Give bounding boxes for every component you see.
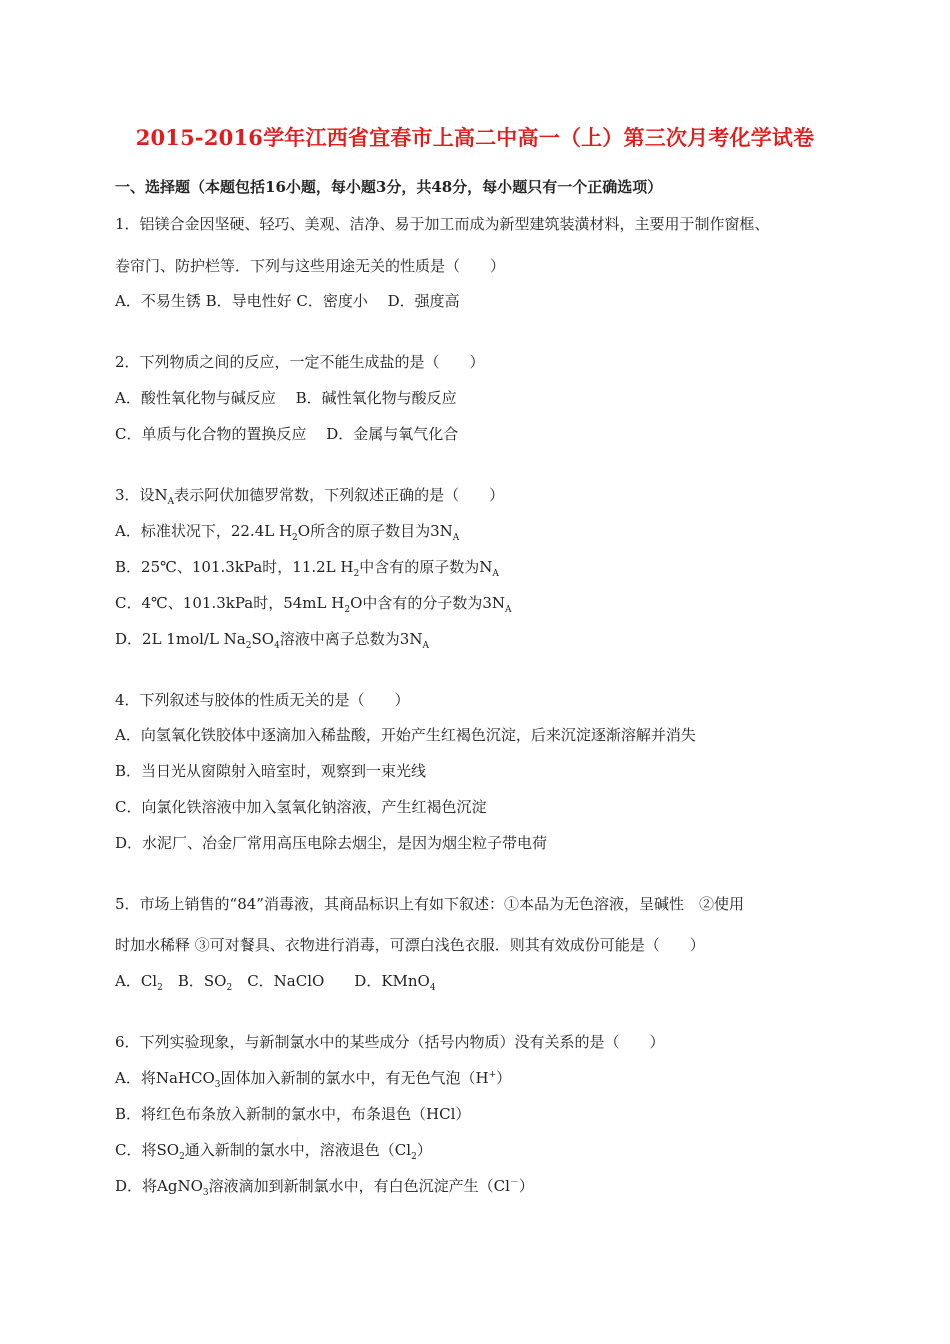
q6-option-d: D．将AgNO$_3$溶液滴加到新制氯水中，有白色沉淀产生（Cl－）	[115, 1177, 534, 1198]
exam-title: 2015-2016学年江西省宜春市上高二中高一（上）第三次月考化学试卷	[135, 125, 815, 150]
q2-stem: 2．下列物质之间的反应，一定不能生成盐的是（ ）	[115, 353, 485, 371]
q6-option-b: B．将红色布条放入新制的氯水中，布条退色（HCl）	[115, 1105, 471, 1123]
q4-option-d: D．水泥厂、冶金厂常用高压电除去烟尘，是因为烟尘粒子带电荷	[115, 834, 548, 852]
q6-stem: 6．下列实验现象，与新制氯水中的某些成分（括号内物质）没有关系的是（ ）	[115, 1033, 665, 1051]
q3-option-b: B．25℃、101.3kPa时，11.2L $H_2$中含有的原子数为$N_A$	[115, 558, 499, 579]
q1-options: A．不易生锈 B．导电性好 C．密度小 D．强度高	[115, 292, 460, 310]
q3-option-c: C．4℃、101.3kPa时，54mL $H_2O$中含有的分子数为$3N_A$	[115, 594, 512, 615]
q1-stem-line1: 1．铝镁合金因坚硬、轻巧、美观、洁净、易于加工而成为新型建筑装潢材料，主要用于制作窗框、	[115, 215, 770, 233]
q3-stem: 3．设$N_A$表示阿伏加德罗常数，下列叙述正确的是（ ）	[115, 486, 505, 507]
q5-options: A．$Cl_2$ B．$SO_2$ C．NaClO D．KMnO$_4$	[115, 972, 436, 993]
q6-option-c: C．将$SO_2$通入新制的氯水中，溶液退色$(Cl_2)$	[115, 1141, 432, 1162]
q3-option-a: A．标准状况下，22.4L $H_2O$所含的原子数目为$3N_A$	[115, 522, 460, 543]
q4-option-b: B．当日光从窗隙射入暗室时，观察到一束光线	[115, 762, 427, 780]
q5-stem-line1: 5．市场上销售的“84”消毒液，其商品标识上有如下叙述：①本品为无色溶液，呈碱性 ②使用	[115, 895, 744, 913]
q6-option-a: A．将NaHCO$_3$固体加入新制的氯水中，有无色气泡（H+）	[115, 1069, 512, 1090]
q5-stem-line2: 时加水稀释 ③可对餐具、衣物进行消毒，可漂白浅色衣服．则其有效成份可能是（ ）	[115, 936, 705, 954]
q4-option-c: C．向氯化铁溶液中加入氢氧化钠溶液，产生红褐色沉淀	[115, 798, 487, 816]
q4-option-a: A．向氢氧化铁胶体中逐滴加入稀盐酸，开始产生红褐色沉淀，后来沉淀逐渐溶解并消失	[115, 726, 696, 744]
q2-options-ab: A．酸性氧化物与碱反应 B．碱性氧化物与酸反应	[115, 389, 457, 407]
q2-options-cd: C．单质与化合物的置换反应 D．金属与氧气化合	[115, 425, 459, 443]
section-heading: 一、选择题（本题包括16小题，每小题3分，共48分，每小题只有一个正确选项）	[115, 178, 663, 196]
q4-stem: 4．下列叙述与胶体的性质无关的是（ ）	[115, 691, 410, 709]
q1-stem-line2: 卷帘门、防护栏等．下列与这些用途无关的性质是（ ）	[115, 257, 506, 275]
q3-option-d: D．2L 1mol/L $Na_2SO_4$溶液中离子总数为$3N_A$	[115, 630, 429, 651]
